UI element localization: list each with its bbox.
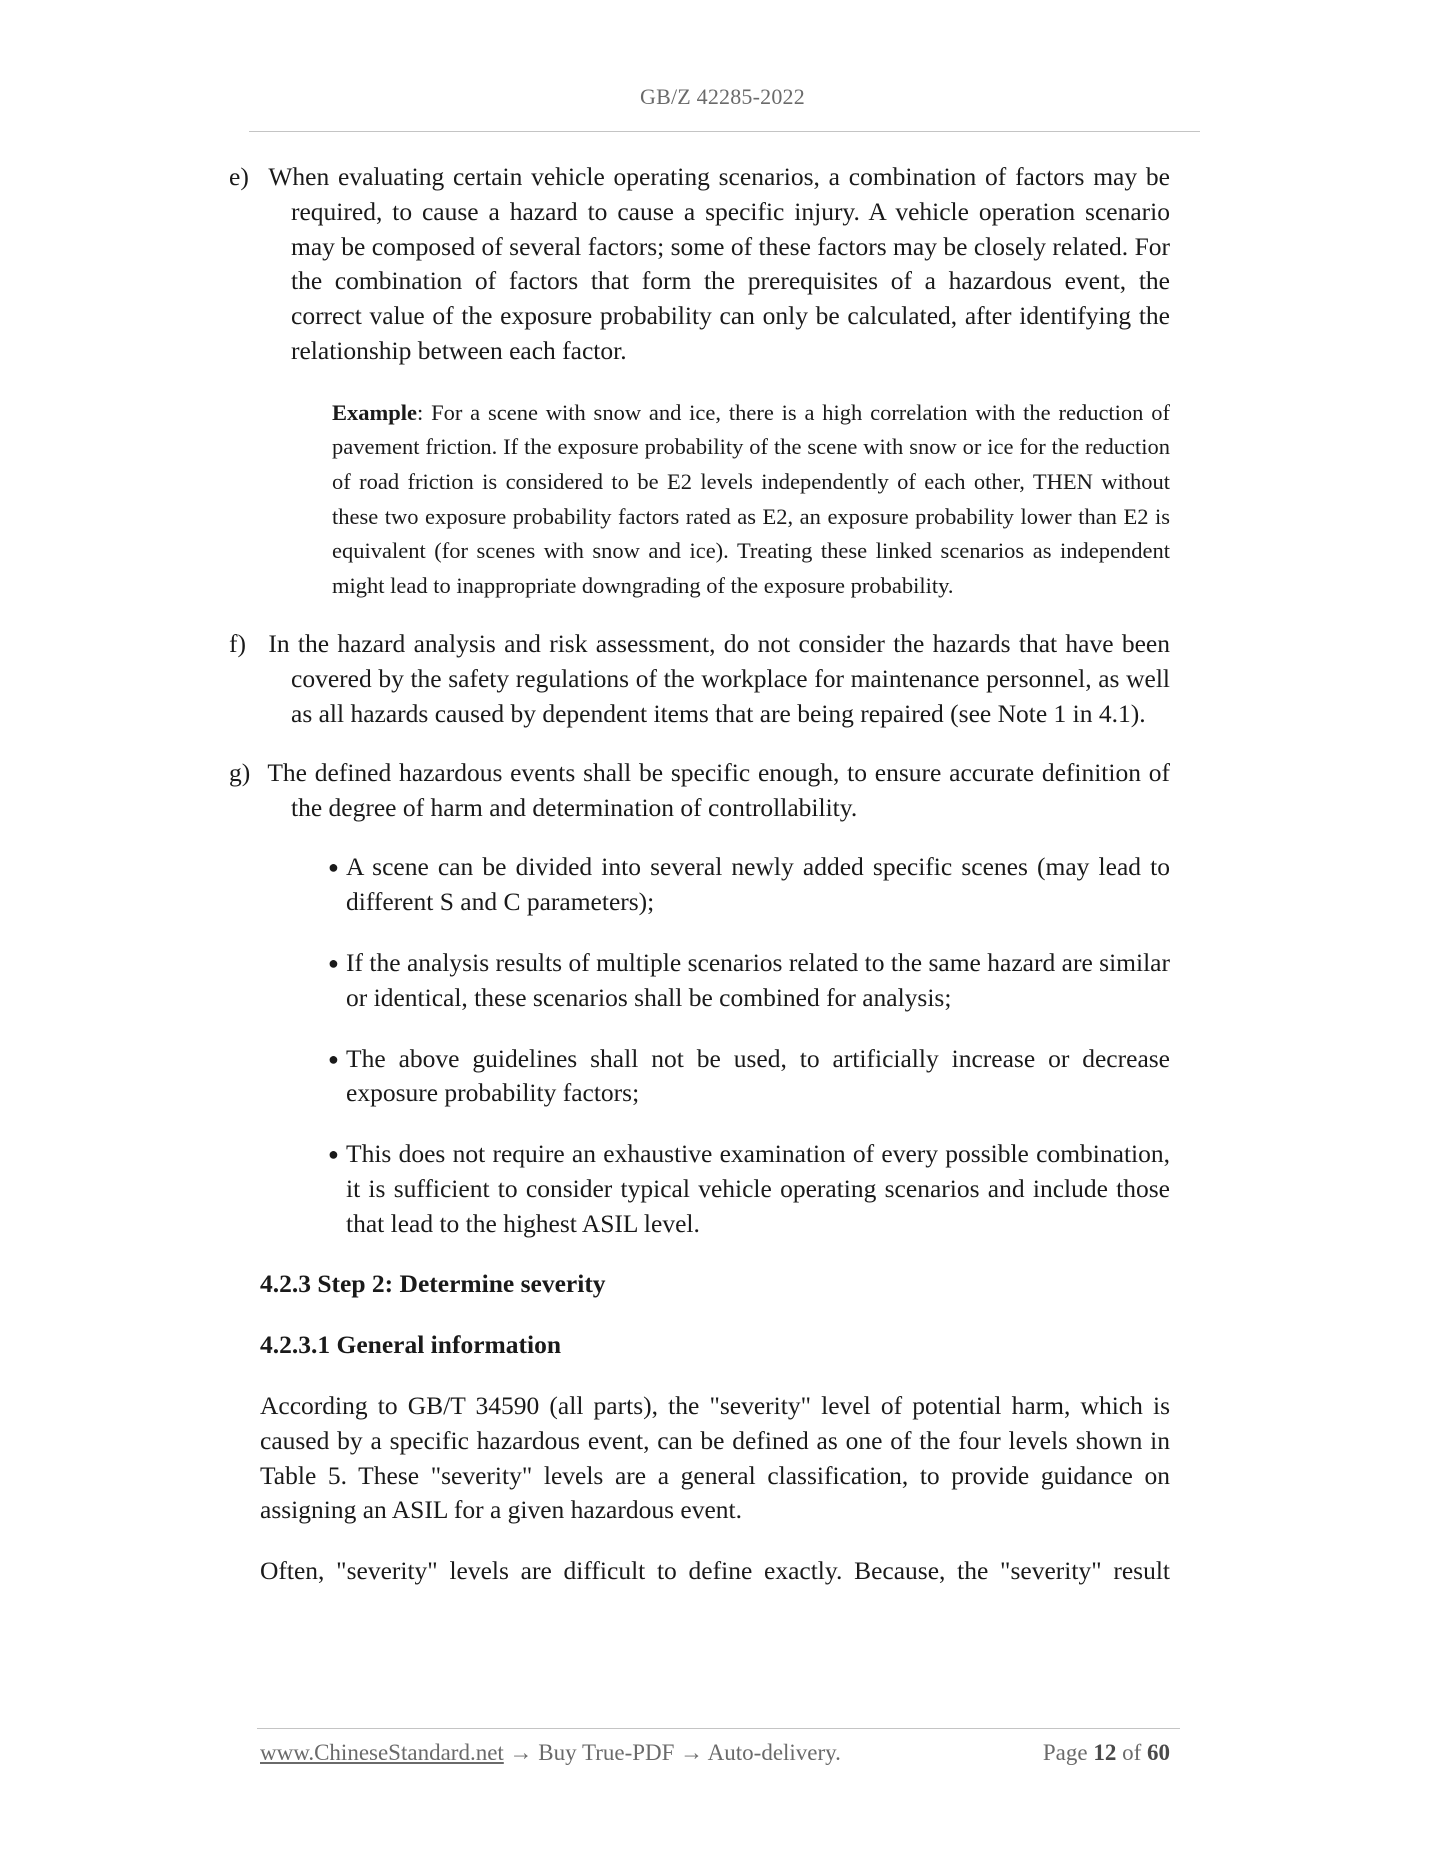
footer-website-link[interactable]: www.ChineseStandard.net <box>260 1740 504 1765</box>
body-paragraph: According to GB/T 34590 (all parts), the "severity" level of potential harm, which is caused by a specific hazardous event, can be defined as one of the four levels shown in Table 5. These "severity" levels are a general classification, to provide guidance on assigning an ASIL for a given hazardous event. <box>260 1391 1170 1525</box>
page-prefix: Page <box>1042 1740 1094 1765</box>
bullet-item <box>328 1042 1170 1112</box>
bullet-dot-icon: ● <box>328 857 339 878</box>
list-item-f: f) In the hazard analysis and risk assessment, do not consider the hazards that have been covered by the safety regulations of the workplace for maintenance personnel, as well as all hazards caused by dependent items that are being repaired (see Note 1 in 4.1). <box>229 629 1171 728</box>
example-note <box>332 396 1170 604</box>
example-label: Example <box>332 399 418 425</box>
section-heading-4-2-3: 4.2.3 Step 2: Determine severity <box>260 1268 606 1298</box>
section-heading-4-2-3-1: 4.2.3.1 General information <box>260 1330 562 1360</box>
header-divider <box>249 131 1200 132</box>
footer-divider <box>257 1728 1180 1729</box>
list-text-g: The defined hazardous events shall be specific enough, to ensure accurate definition of the degree of harm and determination of controllability. <box>267 757 1170 822</box>
bullet-item <box>328 850 1170 920</box>
footer-promo <box>260 1740 841 1766</box>
page-total: 60 <box>1147 1740 1170 1765</box>
bullet-dot-icon: ● <box>328 1144 339 1165</box>
page-content <box>229 160 1171 1589</box>
bullet-dot-icon: ● <box>328 952 339 973</box>
list-item-e: e) When evaluating certain vehicle operating scenarios, a combination of factors may be required, to cause a hazard to cause a specific injury. A vehicle operation scenario may be composed of several factors; some of these factors may be closely related. For the combination of factors that form the prerequisites of a hazardous event, the correct value of the exposure probability can only be calculated, after identifying the relationship between each factor. <box>229 162 1170 365</box>
list-text-f: In the hazard analysis and risk assessment, do not consider the hazards that have been covered by the safety regulations of the workplace for maintenance personnel, as well as all hazards caused by dependent items that are being repaired (see Note 1 in 4.1). <box>268 629 1171 728</box>
bullet-item <box>328 1137 1170 1241</box>
example-text: : For a scene with snow and ice, there is a high correlation with the reduction of pavement friction. If the exposure probability of the scene with snow or ice for the reduction of road friction is considered to be E2 levels independently of each other, THEN without these two exposure probability factors rated as E2, an exposure probability lower than E2 is equivalent (for scenes with snow and ice). Treating these linked scenarios as independent might lead to inappropriate downgrading of the exposure probability. <box>332 399 1170 598</box>
bullet-text: The above guidelines shall not be used, to artificially increase or decrease exposure probability factors; <box>346 1043 1170 1108</box>
page-number <box>1043 1740 1170 1766</box>
bullet-item <box>328 946 1170 1016</box>
list-item-g: g) The defined hazardous events shall be specific enough, to ensure accurate definition of the degree of harm and determination of controllability. <box>229 757 1170 822</box>
bullet-text: A scene can be divided into several newly added specific scenes (may lead to different S and C parameters); <box>346 852 1170 917</box>
bullet-text: If the analysis results of multiple scenarios related to the same hazard are similar or identical, these scenarios shall be combined for analysis; <box>346 947 1170 1012</box>
page-current: 12 <box>1093 1740 1117 1765</box>
bullet-list <box>328 850 1170 1241</box>
bullet-text: This does not require an exhaustive examination of every possible combination, it is sufficient to consider typical vehicle operating scenarios and include those that lead to the highest ASIL level. <box>346 1139 1170 1238</box>
footer-promo-text: → Buy True-PDF → Auto-delivery. <box>503 1740 841 1765</box>
list-text-e: When evaluating certain vehicle operating scenarios, a combination of factors may be required, to cause a hazard to cause a specific injury. A vehicle operation scenario may be composed of several factors; some of these factors may be closely related. For the combination of factors that form the prerequisites of a hazardous event, the correct value of the exposure probability can only be calculated, after identifying the relationship between each factor. <box>268 162 1170 365</box>
document-header-title: GB/Z 42285-2022 <box>640 84 805 109</box>
body-paragraph-continued: Often, "severity" levels are difficult to define exactly. Because, the "severity" result <box>260 1556 1170 1586</box>
page-of: of <box>1116 1740 1147 1765</box>
bullet-dot-icon: ● <box>328 1048 339 1069</box>
